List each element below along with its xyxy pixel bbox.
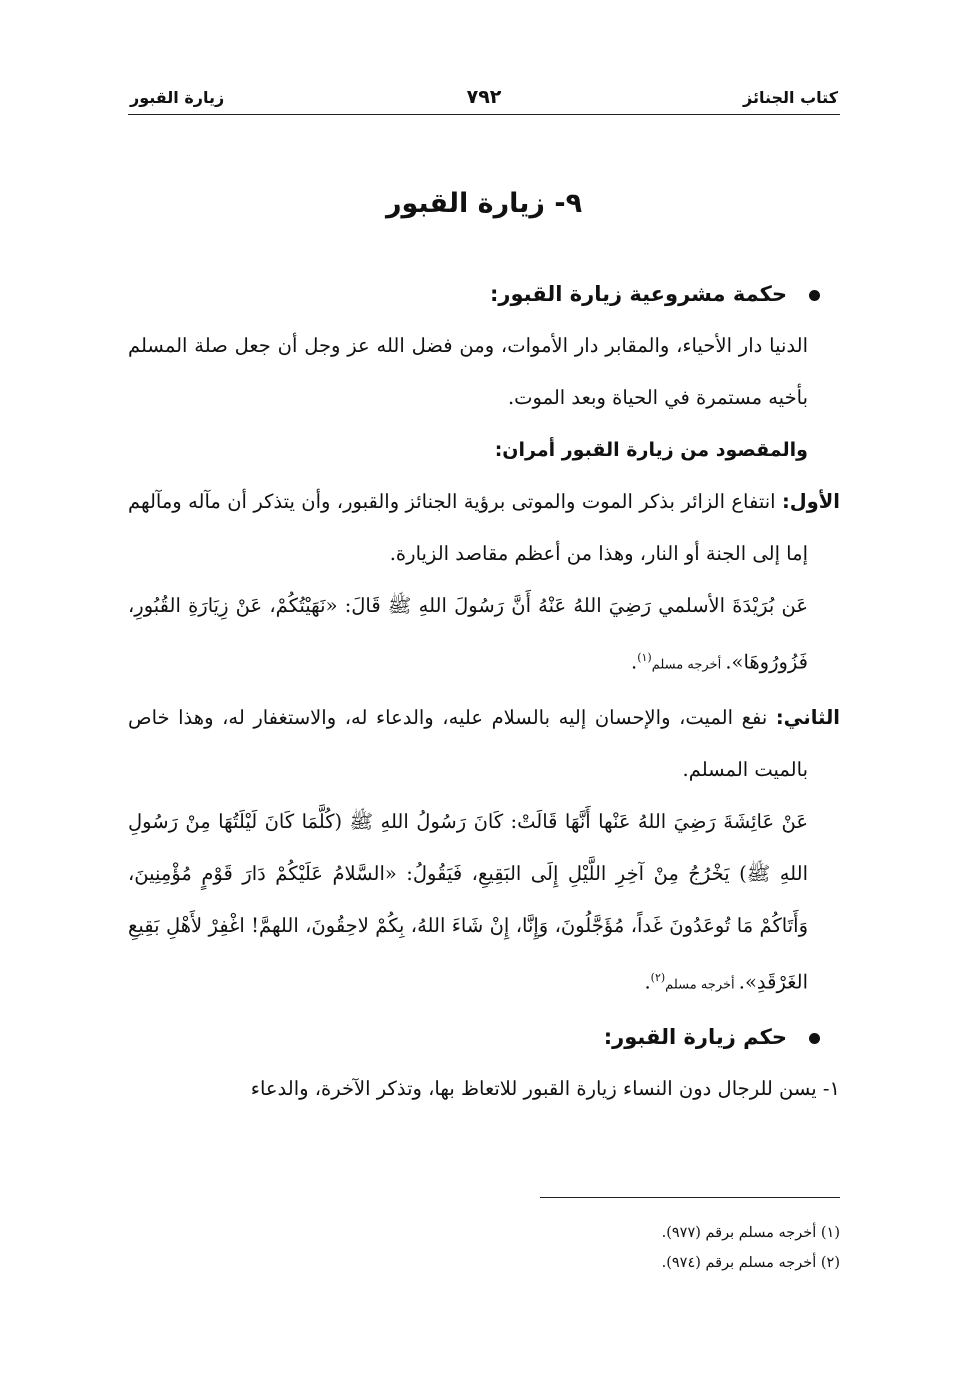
ruling-item-1: ١- يسن للرجال دون النساء زيارة القبور للاتعاظ بها، وتذكر الآخرة، والدعاء (250, 1077, 840, 1100)
bullet-icon (809, 290, 820, 301)
page-number: ٧٩٢ (466, 86, 502, 108)
hadith-source: أخرجه مسلم (651, 657, 726, 673)
hadith-buraydah: عَن بُرَيْدَةَ الأسلمي رَضِيَ اللهُ عَنْهُ أَنَّ رَسُولَ اللهِ ﷺ قَالَ: «نَهَيْتُكُمْ، عَنْ زِيَارَةِ القُبُورِ، فَزُورُوهَا». أخرجه مسلم$^{(١)}$. (128, 594, 808, 674)
hadith-text: عَن بُرَيْدَةَ الأسلمي رَضِيَ اللهُ عَنْهُ أَنَّ رَسُولَ اللهِ ﷺ قَالَ: «نَهَيْتُكُمْ، عَنْ زِيَارَةِ القُبُورِ، فَزُورُوهَا». (128, 594, 808, 674)
footnote-2: (٢) أخرجه مسلم برقم (٩٧٤). (661, 1255, 840, 1271)
chapter-title: ٩- زيارة القبور (385, 188, 583, 219)
section-heading-text: حكم زيارة القبور: (603, 1025, 787, 1049)
hadith-aisha: عَنْ عَائِشَةَ رَضِيَ اللهُ عَنْها أَنَّهَا قَالَتْ: كَانَ رَسُولُ اللهِ ﷺ (كُلَّمَا كَانَ لَيْلَتُهَا مِنْ رَسُولِ اللهِ ﷺ) يَخْرُجُ مِنْ آخِرِ اللَّيْلِ إِلَى البَقِيعِ، فَيَقُولُ: «السَّلامُ عَلَيْكُمْ دَارَ قَوْمٍ مُؤْمِنِينَ، وَأَتَاكُمْ مَا تُوعَدُونَ غَداً، مُؤَجَّلُونَ، وَإِنَّا، إِنْ شَاءَ اللهُ، بِكُمْ لاحِقُونَ، اللهمَّ! اغْفِرْ لأَهْلِ بَقِيعِ الغَرْقَدِ». أخرجه مسلم$^{(٢)}$. (128, 809, 808, 993)
running-header (128, 88, 840, 115)
footnote-ref: (٢) (650, 970, 666, 984)
footnote-ref: (١) (637, 651, 652, 664)
section-heading-wisdom (128, 268, 840, 320)
main-content (128, 268, 840, 1115)
first-purpose-text: انتفاع الزائر بذكر الموت والموتى برؤية الجنائز والقبور، وأن يتذكر أن مآله ومآلهم إما إلى الجنة أو النار، وهذا من أعظم مقاصد الزيارة. (128, 490, 808, 565)
section-heading-text: حكمة مشروعية زيارة القبور: (489, 282, 787, 306)
first-purpose-paragraph (128, 476, 840, 580)
footnote-divider (540, 1197, 840, 1198)
first-purpose-label: الأول: (781, 490, 840, 513)
second-purpose-label: الثاني: (775, 705, 840, 729)
footnote-1: (١) أخرجه مسلم برقم (٩٧٧). (661, 1225, 840, 1241)
second-purpose-paragraph (128, 692, 840, 796)
hadith-source: أخرجه مسلم (665, 977, 739, 992)
section-heading-ruling (128, 1011, 840, 1063)
purposes-heading: والمقصود من زيارة القبور أمران: (494, 439, 808, 461)
second-purpose-text: نفع الميت، والإحسان إليه بالسلام عليه، والدعاء له، والاستغفار له، وهذا خاص بالميت المسلم. (128, 705, 808, 781)
hadith-text: عَنْ عَائِشَةَ رَضِيَ اللهُ عَنْها أَنَّهَا قَالَتْ: كَانَ رَسُولُ اللهِ ﷺ (كُلَّمَا كَانَ لَيْلَتُهَا مِنْ رَسُولِ اللهِ ﷺ) يَخْرُجُ مِنْ آخِرِ اللَّيْلِ إِلَى البَقِيعِ، فَيَقُولُ: «السَّلامُ عَلَيْكُمْ دَارَ قَوْمٍ مُؤْمِنِينَ، وَأَتَاكُمْ مَا تُوعَدُونَ غَداً، مُؤَجَّلُونَ، وَإِنَّا، إِنْ شَاءَ اللهُ، بِكُمْ لاحِقُونَ، اللهمَّ! اغْفِرْ لأَهْلِ بَقِيعِ الغَرْقَدِ». (128, 809, 808, 993)
header-book-title: كتاب الجنائز (742, 88, 838, 107)
intro-paragraph: الدنيا دار الأحياء، والمقابر دار الأموات، ومن فضل الله عز وجل أن جعل صلة المسلم بأخيه مستمرة في الحياة وبعد الموت. (128, 334, 808, 409)
header-chapter-title: زيارة القبور (130, 88, 225, 107)
footnotes (128, 1218, 840, 1278)
bullet-icon (809, 1033, 820, 1044)
